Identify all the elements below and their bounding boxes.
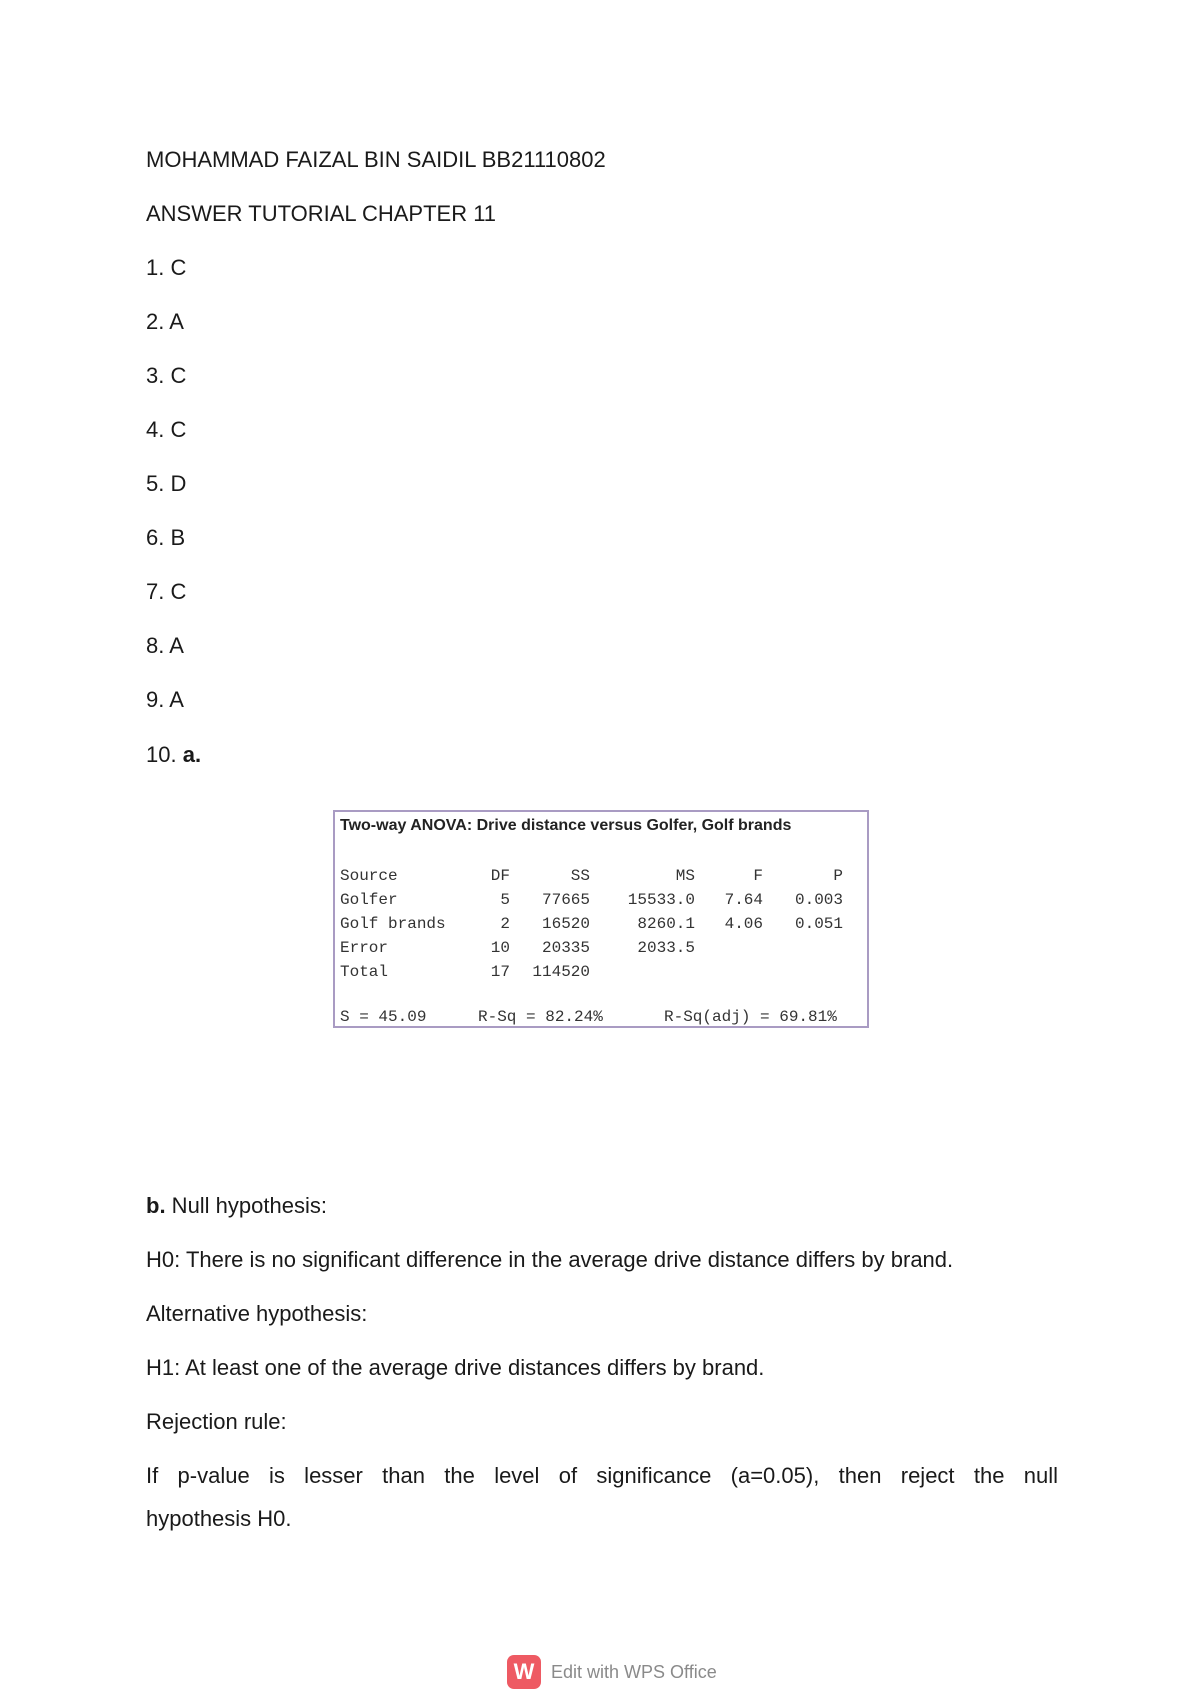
cell-ss: 77665 <box>541 891 590 909</box>
answer-choice: C <box>170 255 187 280</box>
answer-item <box>146 416 186 444</box>
cell-source: Total <box>340 963 389 981</box>
wps-badge-label: Edit with WPS Office <box>551 1661 717 1682</box>
cell-f: 7.64 <box>724 891 763 909</box>
table-row <box>340 960 843 984</box>
cell-df: 5 <box>500 891 510 909</box>
answer-choice: B <box>170 525 186 550</box>
alt-hypothesis-heading: Alternative hypothesis: <box>146 1301 368 1326</box>
author-line: MOHAMMAD FAIZAL BIN SAIDIL BB21110802 <box>146 147 606 172</box>
summary-rsq-adj: R-Sq(adj) = 69.81% <box>664 1008 837 1026</box>
answer-item <box>146 524 185 552</box>
answer-number: 4. <box>146 417 165 442</box>
anova-title: Two-way ANOVA: Drive distance versus Golfer, Golf brands <box>340 817 792 834</box>
cell-f: 4.06 <box>724 915 763 933</box>
answer-choice: A <box>169 687 184 712</box>
answer-number: 9. <box>146 687 165 712</box>
answer-number: 1. <box>146 255 165 280</box>
answer-choice: A <box>169 309 184 334</box>
cell-source: Golfer <box>340 891 398 909</box>
part-a-label: a. <box>182 742 202 767</box>
cell-ms: 15533.0 <box>627 891 695 909</box>
null-hypothesis-heading: Null hypothesis: <box>165 1193 327 1218</box>
header-df: DF <box>490 867 510 885</box>
question-10 <box>146 741 201 769</box>
answer-number: 3. <box>146 363 165 388</box>
rejection-rule-line1: If p-value is lesser than the level of significance (a=0.05), then reject the null <box>146 1463 1058 1488</box>
cell-p: 0.003 <box>794 891 843 909</box>
header-ms: MS <box>675 867 695 885</box>
cell-source: Golf brands <box>340 915 446 933</box>
answer-number: 5. <box>146 471 165 496</box>
cell-ss: 114520 <box>532 963 590 981</box>
summary-rsq: R-Sq = 82.24% <box>478 1008 603 1026</box>
table-row <box>340 888 843 912</box>
cell-ms: 8260.1 <box>637 915 695 933</box>
answer-number: 8. <box>146 633 165 658</box>
cell-ms: 2033.5 <box>637 939 695 957</box>
cell-df: 2 <box>500 915 510 933</box>
cell-df: 17 <box>490 963 510 981</box>
answer-item <box>146 470 186 498</box>
answer-number: 7. <box>146 579 165 604</box>
anova-table <box>340 864 843 984</box>
cell-p <box>763 936 843 960</box>
part-b-label: b. <box>146 1193 166 1218</box>
question-number: 10. <box>146 742 177 767</box>
part-b-null-heading <box>146 1192 327 1220</box>
header-p: P <box>833 867 843 885</box>
cell-ss: 16520 <box>541 915 590 933</box>
cell-source: Error <box>340 939 389 957</box>
answer-item <box>146 686 184 714</box>
cell-p: 0.051 <box>794 915 843 933</box>
cell-p <box>763 960 843 984</box>
rejection-rule-line2: hypothesis H0. <box>146 1506 292 1531</box>
header-f: F <box>753 867 763 885</box>
header-source: Source <box>340 867 398 885</box>
header-ss: SS <box>570 867 590 885</box>
answer-choice: C <box>170 363 187 388</box>
answer-choice: C <box>170 579 187 604</box>
answer-choice: D <box>170 471 187 496</box>
answer-item <box>146 578 186 606</box>
rejection-rule-heading: Rejection rule: <box>146 1409 287 1434</box>
answer-choice: A <box>169 633 184 658</box>
answer-number: 6. <box>146 525 165 550</box>
h0-statement: H0: There is no significant difference in the average drive distance differs by brand. <box>146 1247 954 1272</box>
table-header-row <box>340 864 843 888</box>
h1-statement: H1: At least one of the average drive distances differs by brand. <box>146 1355 765 1380</box>
answer-item <box>146 308 184 336</box>
cell-ms <box>590 960 695 984</box>
edit-with-wps-badge[interactable] <box>507 1655 717 1689</box>
cell-f <box>695 960 763 984</box>
answer-choice: C <box>170 417 187 442</box>
cell-df: 10 <box>490 939 510 957</box>
answer-item <box>146 632 184 660</box>
answer-number: 2. <box>146 309 165 334</box>
table-row <box>340 936 843 960</box>
anova-output-box <box>333 810 869 1028</box>
answer-item <box>146 254 186 282</box>
document-title: ANSWER TUTORIAL CHAPTER 11 <box>146 201 497 226</box>
summary-s: S = 45.09 <box>340 1008 427 1026</box>
wps-logo-icon: W <box>507 1655 541 1689</box>
cell-ss: 20335 <box>541 939 590 957</box>
table-row <box>340 912 843 936</box>
answer-item <box>146 362 186 390</box>
cell-f <box>695 936 763 960</box>
